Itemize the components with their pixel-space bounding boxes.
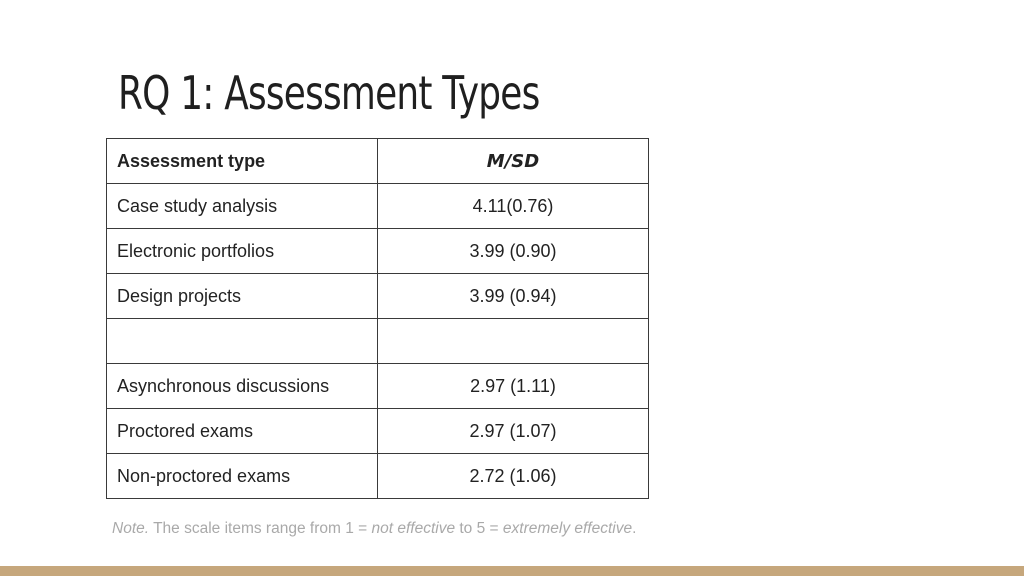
note-text: to 5 = bbox=[455, 520, 503, 537]
header-assessment-type: Assessment type bbox=[107, 139, 378, 184]
table-row bbox=[107, 454, 649, 499]
assessment-type-cell: Electronic portfolios bbox=[107, 229, 378, 274]
table-note bbox=[112, 520, 636, 538]
note-label: Note. bbox=[112, 520, 150, 537]
table-row bbox=[107, 184, 649, 229]
slide-title: RQ 1: Assessment Types bbox=[118, 66, 540, 120]
m-sd-cell: 2.72 (1.06) bbox=[378, 454, 649, 499]
assessment-type-cell: Non-proctored exams bbox=[107, 454, 378, 499]
table-row bbox=[107, 274, 649, 319]
bottom-accent-band bbox=[0, 566, 1024, 576]
table-row bbox=[107, 364, 649, 409]
note-text: . bbox=[632, 520, 637, 537]
table-row bbox=[107, 409, 649, 454]
note-high-anchor: extremely effective bbox=[502, 520, 633, 537]
assessment-type-cell bbox=[107, 319, 378, 364]
assessment-type-cell: Proctored exams bbox=[107, 409, 378, 454]
assessment-type-cell: Design projects bbox=[107, 274, 378, 319]
m-sd-cell bbox=[378, 319, 649, 364]
table-row-empty bbox=[107, 319, 649, 364]
m-sd-cell: 2.97 (1.07) bbox=[378, 409, 649, 454]
m-sd-cell: 4.11(0.76) bbox=[378, 184, 649, 229]
note-low-anchor: not effective bbox=[371, 520, 456, 537]
m-sd-cell: 3.99 (0.90) bbox=[378, 229, 649, 274]
m-sd-cell: 2.97 (1.11) bbox=[378, 364, 649, 409]
assessment-type-cell: Case study analysis bbox=[107, 184, 378, 229]
table-row bbox=[107, 229, 649, 274]
table-header-row bbox=[107, 139, 649, 184]
note-text: The scale items range from 1 = bbox=[149, 520, 372, 537]
header-m-sd: M/SD bbox=[378, 139, 649, 184]
assessment-table bbox=[106, 138, 649, 499]
m-sd-cell: 3.99 (0.94) bbox=[378, 274, 649, 319]
assessment-type-cell: Asynchronous discussions bbox=[107, 364, 378, 409]
